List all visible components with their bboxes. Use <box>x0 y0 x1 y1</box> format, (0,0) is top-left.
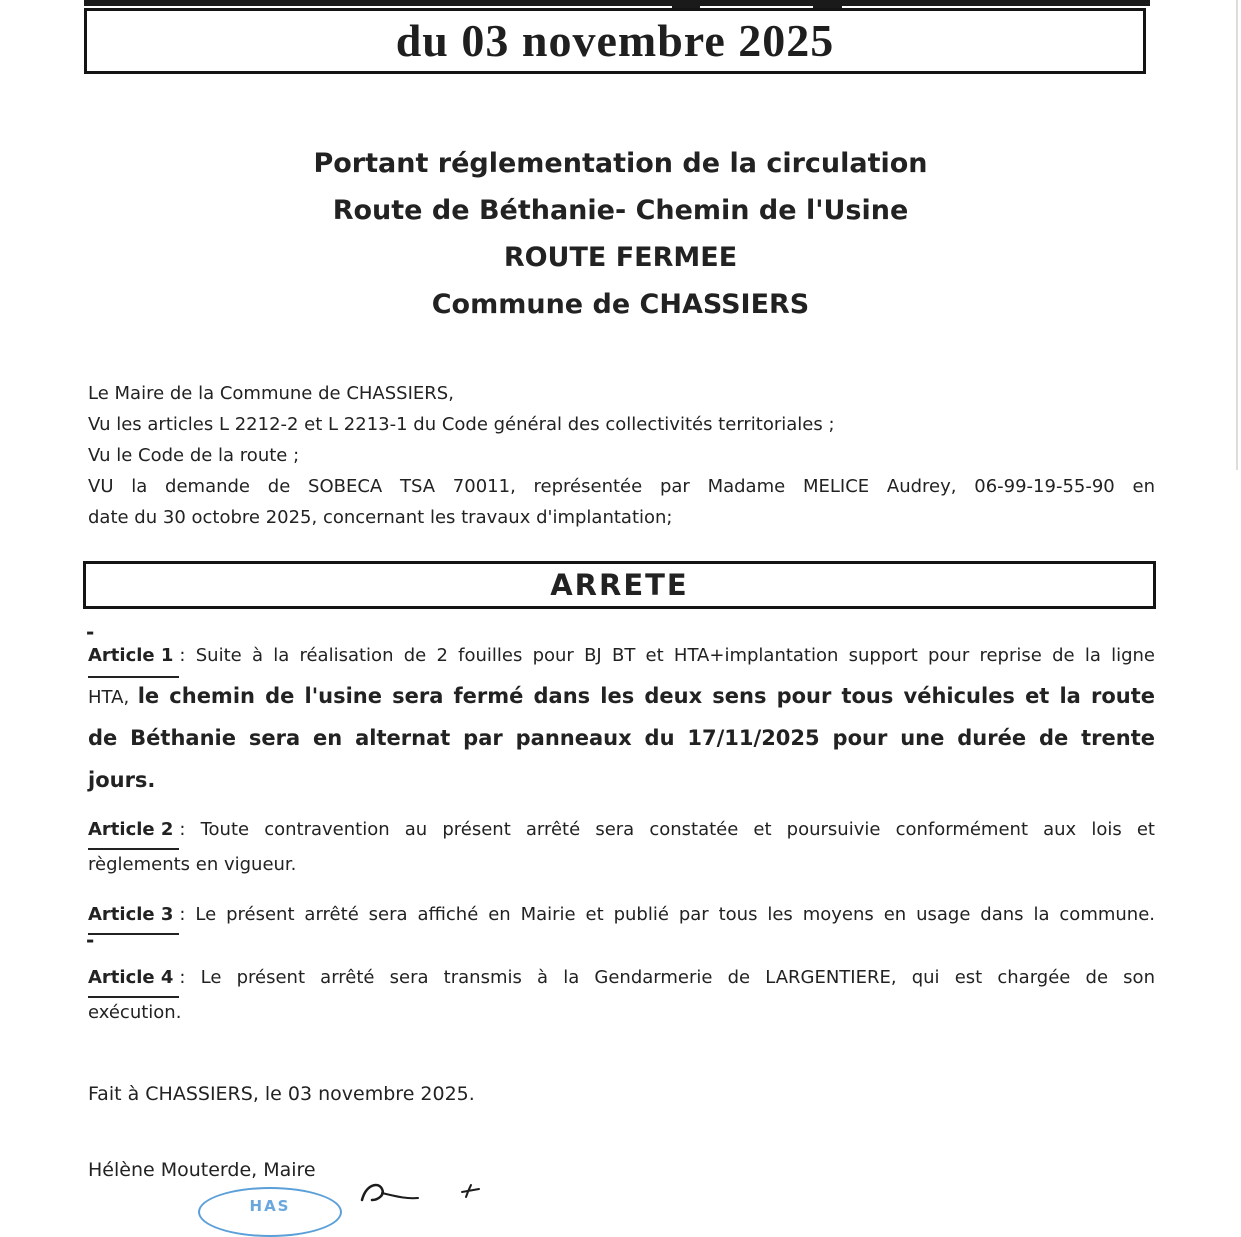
article-text: Le présent arrêté sera transmis à la Gendarmerie de LARGENTIERE, qui est chargée de son <box>200 967 1155 988</box>
signature-stroke <box>348 1183 518 1200</box>
article-1 <box>88 637 1155 801</box>
preamble <box>88 378 1155 533</box>
scan-edge-line <box>1236 0 1238 470</box>
article-colon: : <box>179 967 201 988</box>
article-text: Le présent arrêté sera affiché en Mairie et publié par tous les moyens en usage dans la commune. <box>195 904 1155 925</box>
date-banner <box>84 8 1146 74</box>
preamble-line: Le Maire de la Commune de CHASSIERS, <box>88 383 454 404</box>
article-line <box>88 960 1155 995</box>
preamble-line: date du 30 octobre 2025, concernant les travaux d'implantation; <box>88 507 673 528</box>
article-line <box>88 812 1155 847</box>
preamble-line: VU la demande de SOBECA TSA 70011, représentée par Madame MELICE Audrey, 06-99-19-55-90 en <box>88 476 1155 497</box>
article-text-emphasis: de Béthanie sera en alternat par panneaux du 17/11/2025 pour une durée de trente <box>88 726 1155 750</box>
article-text-prefix: HTA, <box>88 687 138 708</box>
article-colon: : <box>179 904 196 925</box>
stray-dash: - <box>86 620 95 644</box>
top-border-fragment <box>84 0 1150 6</box>
title-line-commune: Commune de CHASSIERS <box>431 289 810 320</box>
date-text: du 03 novembre 2025 <box>395 15 835 66</box>
closing-line: Fait à CHASSIERS, le 03 novembre 2025. <box>88 1083 475 1105</box>
article-line: exécution. <box>88 1002 182 1023</box>
signatory-line: Hélène Mouterde, Maire <box>88 1159 316 1181</box>
letter-bottom-mark <box>813 0 842 8</box>
stray-dash: - <box>86 928 95 952</box>
title-line-roads: Route de Béthanie- Chemin de l'Usine <box>332 195 909 226</box>
article-2 <box>88 812 1155 882</box>
article-label: Article 3 <box>88 897 179 935</box>
article-line <box>88 759 1155 801</box>
article-text-emphasis: le chemin de l'usine sera fermé dans les deux sens pour tous véhicules et la route <box>137 684 1155 708</box>
article-line <box>88 717 1155 759</box>
article-colon: : <box>179 819 201 840</box>
article-line <box>88 637 1155 675</box>
title-line-route-fermee: ROUTE FERMEE <box>503 242 738 273</box>
arrete-banner <box>83 561 1156 609</box>
article-colon: : <box>179 645 196 666</box>
doc-title <box>0 140 1241 328</box>
article-4 <box>88 960 1155 1030</box>
article-text: Suite à la réalisation de 2 fouilles pour BJ BT et HTA+implantation support pour reprise de la ligne <box>195 645 1155 666</box>
article-line <box>88 675 1155 717</box>
preamble-line: Vu le Code de la route ; <box>88 445 300 466</box>
preamble-line: Vu les articles L 2212-2 et L 2213-1 du Code général des collectivités territoriales ; <box>88 414 835 435</box>
mayor-stamp <box>198 1187 342 1237</box>
letter-bottom-mark <box>672 0 700 8</box>
article-line <box>88 897 1155 932</box>
article-label: Article 4 <box>88 960 179 998</box>
article-text: Toute contravention au présent arrêté sera constatée et poursuivie conformément aux lois et <box>200 819 1155 840</box>
title-line-subject: Portant réglementation de la circulation <box>313 148 928 179</box>
stamp-text: HAS <box>249 1197 291 1215</box>
arrete-heading: ARRETE <box>550 568 689 602</box>
article-3 <box>88 897 1155 932</box>
article-label: Article 1 <box>88 637 179 678</box>
article-label: Article 2 <box>88 812 179 850</box>
article-text-emphasis: jours. <box>88 768 156 792</box>
article-line: règlements en vigueur. <box>88 854 297 875</box>
